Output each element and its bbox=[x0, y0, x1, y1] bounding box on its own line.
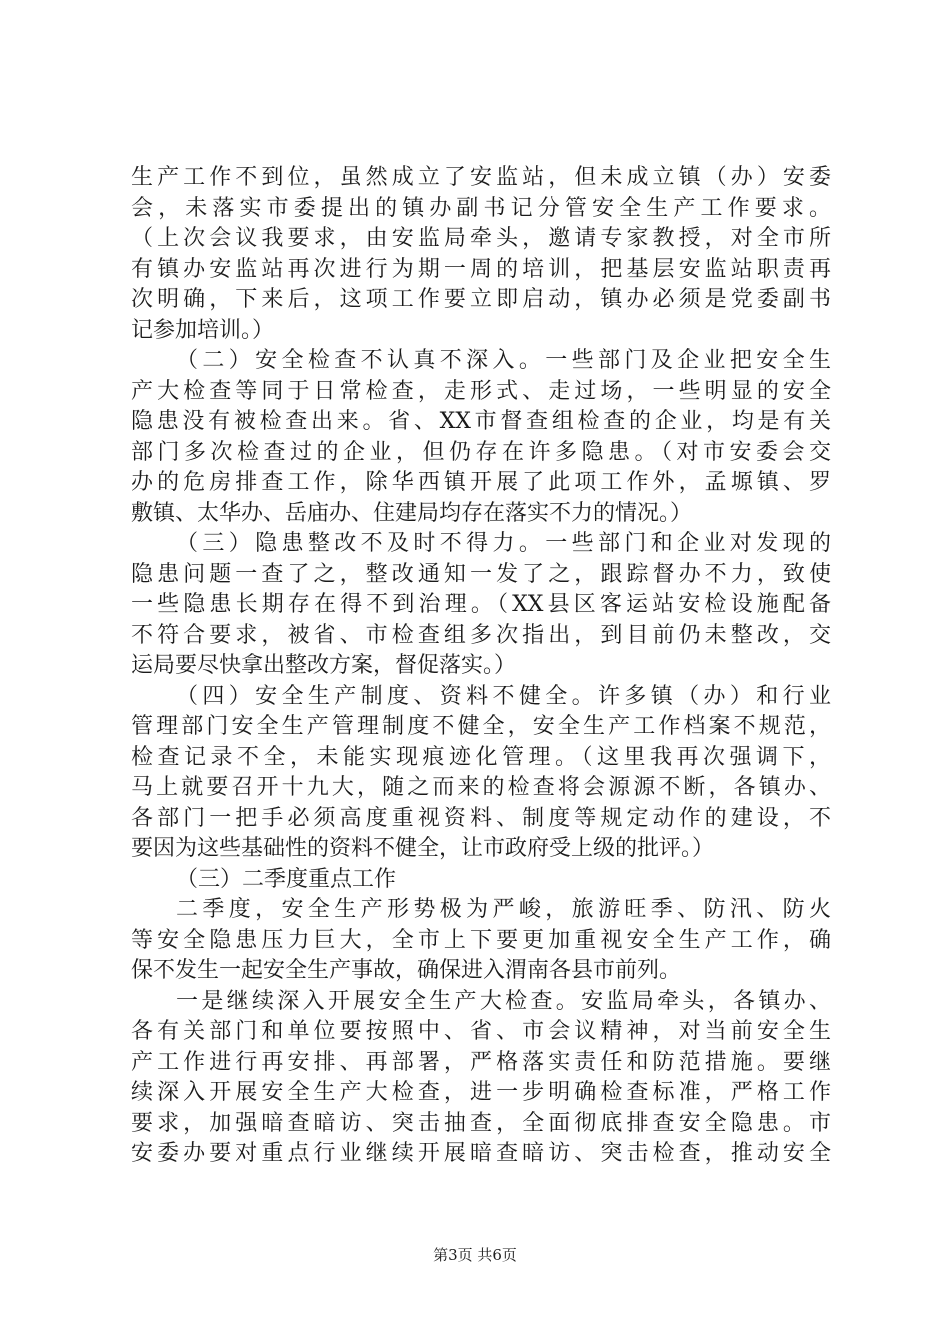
page-number-footer: 第3页 共6页 bbox=[433, 1246, 517, 1264]
text-line: 运局要尽快拿出整改方案，督促落实。） bbox=[131, 653, 517, 678]
text-line: 保不发生一起安全生产事故，确保进入渭南各县市前列。 bbox=[131, 958, 682, 983]
paragraph-start-line: （四）安全生产制度、资料不健全。许多镇（办）和行业 bbox=[176, 683, 831, 709]
text-line: 续深入开展安全生产大检查，进一步明确检查标准，严格工作 bbox=[131, 1080, 831, 1105]
text-line: 管理部门安全生产管理制度不健全，安全生产工作档案不规范， bbox=[131, 714, 831, 739]
text-line: 要求，加强暗查暗访、突击抽查，全面彻底排查安全隐患。市 bbox=[131, 1110, 831, 1136]
section-heading: （三）二季度重点工作 bbox=[176, 866, 397, 892]
text-line: 一些隐患长期存在得不到治理。（XX县区客运站安检设施配备 bbox=[131, 592, 831, 617]
text-line: 隐患问题一查了之，整改通知一发了之，跟踪督办不力，致使 bbox=[131, 561, 831, 587]
text-line: （上次会议我要求，由安监局牵头，邀请专家教授，对全市所 bbox=[131, 226, 831, 251]
text-line: 各有关部门和单位要按照中、省、市会议精神，对当前安全生 bbox=[131, 1019, 831, 1044]
text-line: 各部门一把手必须高度重视资料、制度等规定动作的建设，不 bbox=[131, 805, 831, 831]
text-line: 有镇办安监站再次进行为期一周的培训，把基层安监站职责再 bbox=[131, 256, 831, 282]
text-line: 次明确，下来后，这项工作要立即启动，镇办必须是党委副书 bbox=[131, 287, 831, 312]
paragraph-start-line: （三）隐患整改不及时不得力。一些部门和企业对发现的 bbox=[176, 531, 831, 556]
text-line: 安委办要对重点行业继续开展暗查暗访、突击检查，推动安全 bbox=[131, 1141, 831, 1166]
text-line: 办的危房排查工作，除华西镇开展了此项工作外，孟塬镇、罗 bbox=[131, 470, 831, 495]
text-line: 马上就要召开十九大，随之而来的检查将会源源不断，各镇办、 bbox=[131, 775, 831, 800]
text-line: 记参加培训。） bbox=[131, 317, 275, 343]
text-line: 隐患没有被检查出来。省、XX市督查组检查的企业，均是有关 bbox=[131, 409, 831, 434]
text-line: 部门多次检查过的企业，但仍存在许多隐患。（对市安委会交 bbox=[131, 439, 831, 465]
paragraph-start-line: 一是继续深入开展安全生产大检查。安监局牵头，各镇办、 bbox=[176, 988, 831, 1014]
text-line: 等安全隐患压力巨大，全市上下要更加重视安全生产工作，确 bbox=[131, 927, 831, 953]
text-line: 生产工作不到位，虽然成立了安监站，但未成立镇（办）安委 bbox=[131, 165, 831, 190]
text-line: 敷镇、太华办、岳庙办、住建局均存在落实不力的情况。） bbox=[131, 500, 693, 526]
paragraph-start-line: 二季度，安全生产形势极为严峻，旅游旺季、防汛、防火 bbox=[176, 897, 831, 922]
text-line: 要因为这些基础性的资料不健全，让市政府受上级的批评。） bbox=[131, 836, 715, 861]
text-line: 检查记录不全，未能实现痕迹化管理。（这里我再次强调下， bbox=[131, 744, 831, 770]
text-line: 产工作进行再安排、再部署，严格落实责任和防范措施。要继 bbox=[131, 1049, 831, 1075]
text-line: 会，未落实市委提出的镇办副书记分管安全生产工作要求。 bbox=[131, 195, 831, 221]
paragraph-start-line: （二）安全检查不认真不深入。一些部门及企业把安全生 bbox=[176, 348, 831, 373]
text-line: 产大检查等同于日常检查，走形式、走过场，一些明显的安全 bbox=[131, 378, 831, 404]
text-line: 不符合要求，被省、市检查组多次指出，到目前仍未整改，交 bbox=[131, 622, 831, 648]
document-body bbox=[131, 163, 831, 1170]
